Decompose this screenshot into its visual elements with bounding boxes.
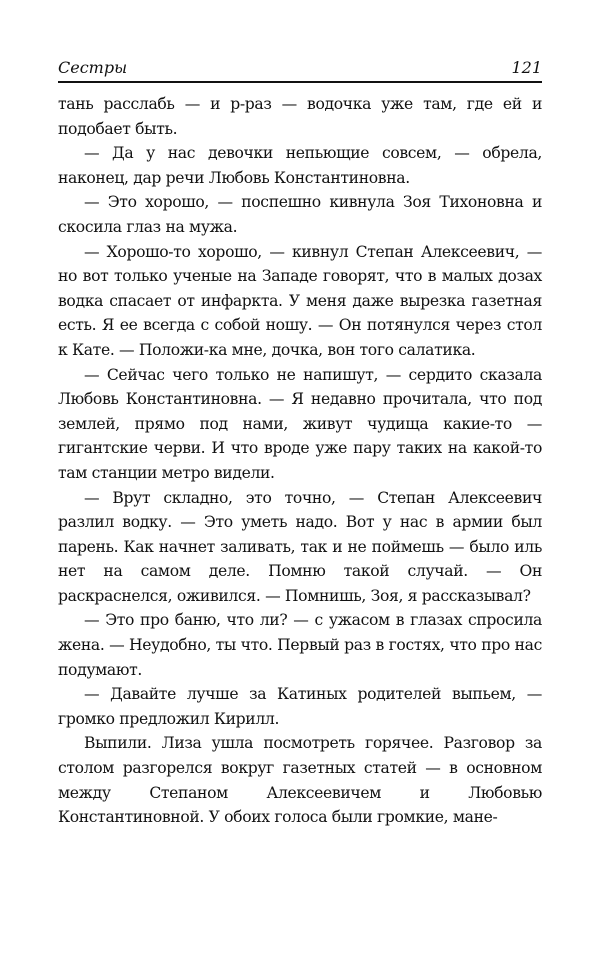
- paragraph: — Хорошо-то хорошо, — кивнул Степан Алексеевич, — но вот только ученые на Западе говорят, что в малых дозах водка спасает от инфаркта. У меня даже вырезка газетная есть. Я ее всегда с собой ношу. — Он потянулся через стол к Кате. — Положи-ка мне, дочка, вон того салатика.: [58, 242, 542, 359]
- page-number: 121: [511, 58, 542, 77]
- paragraph-continuation: тань расслабь — и р-раз — водочка уже там, где ей и подобает быть.: [58, 95, 542, 138]
- paragraph: — Врут складно, это точно, — Степан Алексеевич разлил водку. — Это уметь надо. Вот у нас в армии был парень. Как начнет заливать, так и не поймешь — было иль нет на самом деле. Помню такой случай. — Он раскраснелся, оживился. — Помнишь, Зоя, я рассказывал?: [58, 488, 542, 605]
- page-header: [58, 58, 542, 83]
- paragraph: — Сейчас чего только не напишут, — сердито сказала Любовь Константиновна. — Я недавно прочитала, что под землей, прямо под нами, живут чудища какие-то — гигантские черви. И что вроде уже пару таких на какой-то там станции метро видели.: [58, 365, 542, 482]
- paragraph: — Давайте лучше за Катиных родителей выпьем, — громко предложил Кирилл.: [58, 685, 542, 728]
- paragraph: — Это хорошо, — поспешно кивнула Зоя Тихоновна и скосила глаз на мужа.: [58, 193, 542, 236]
- book-page: [58, 58, 542, 830]
- paragraph: — Это про баню, что ли? — с ужасом в глазах спросила жена. — Неудобно, ты что. Первый раз в гостях, что про нас подумают.: [58, 611, 542, 679]
- running-title: Сестры: [58, 58, 128, 77]
- body-text: [58, 92, 542, 830]
- paragraph: — Да у нас девочки непьющие совсем, — обрела, наконец, дар речи Любовь Константиновна.: [58, 144, 542, 187]
- paragraph: Выпили. Лиза ушла посмотреть горячее. Разговор за столом разгорелся вокруг газетных статей — в основном между Степаном Алексеевичем и Любовью Константиновной. У обоих голоса были громкие, мане-: [58, 734, 542, 827]
